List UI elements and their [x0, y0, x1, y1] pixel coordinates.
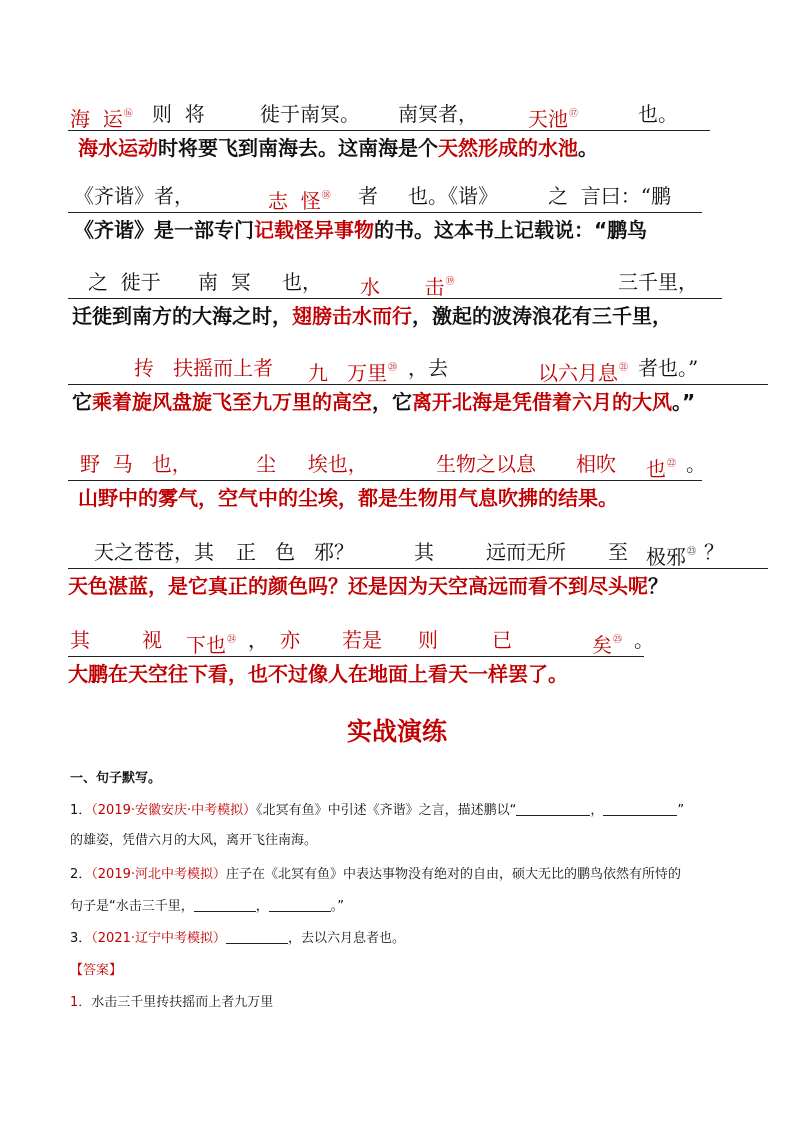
orig-seg: 也，: [282, 270, 322, 294]
underline-rule: [68, 212, 702, 213]
orig-seg: 三千里，: [618, 270, 698, 294]
original-line-5: [68, 450, 768, 481]
orig-seg: 尘 埃也，: [256, 452, 368, 476]
original-line-7: [68, 626, 768, 657]
orig-seg: 其: [414, 540, 434, 564]
footnote-marker: ⑲: [445, 277, 455, 287]
orig-seg: 《齐谐》者，: [74, 184, 194, 208]
underline-rule: [68, 130, 710, 131]
answer-blank[interactable]: [269, 898, 331, 912]
orig-seg: 若是: [342, 628, 382, 652]
underline-rule: [68, 298, 722, 299]
footnote-marker: ㉕: [613, 635, 623, 645]
question-source: （2021·辽宁中考模拟）: [91, 931, 226, 946]
orig-seg: 已: [492, 628, 512, 652]
orig-seg: 生物之以息: [436, 452, 536, 476]
translation-run: 大鹏在天空往下看，也不过像人在地面上看天一样罢了。: [68, 662, 568, 686]
original-line-6: [68, 538, 768, 569]
translation-run: 离开北海是凭借着六月的大风: [412, 390, 672, 414]
orig-seg: 水 击⑲: [360, 275, 455, 299]
orig-seg: 也。: [638, 102, 678, 126]
translation-run: 的书。这本书上记载说：“鹏鸟: [374, 218, 648, 242]
orig-seg: 野 马 也，: [80, 452, 192, 476]
original-line-3: [68, 268, 768, 299]
underline-rule: [68, 384, 768, 385]
translation-run: ？: [648, 574, 668, 598]
translation-line-1: [78, 133, 778, 163]
orig-seg: 南 冥: [198, 270, 251, 294]
orig-seg: 海 运⑯: [70, 107, 133, 131]
translation-run: 《齐谐》是一部专门: [74, 218, 254, 242]
answer-1: 1．水击三千里抟扶摇而上者九万里: [70, 995, 274, 1010]
translation-run: 天然形成的水池: [438, 136, 578, 160]
question-1: 1．（2019·安徽安庆·中考模拟）《北冥有鱼》中引述《齐谐》之言，描述鹏以“ ， ”: [70, 803, 685, 818]
orig-seg: 之 言曰：“鹏: [548, 184, 671, 208]
question-1-line-2: 的雄姿，凭借六月的大风，离开飞往南海。: [70, 833, 318, 848]
underline-rule: [68, 568, 768, 569]
translation-run: 山野中的雾气，空气中的尘埃，都是生物用气息吹拂的结果。: [78, 486, 618, 510]
original-line-4: [68, 354, 768, 385]
translation-line-6: [68, 571, 768, 601]
underline-rule: [68, 656, 644, 657]
question-2-line-2: 句子是“水击三千里， ， 。”: [70, 899, 345, 914]
orig-seg: 则: [418, 628, 438, 652]
orig-seg: 者: [358, 184, 378, 208]
answer-label: 【答案】: [70, 963, 123, 978]
original-line-1: [68, 100, 768, 131]
orig-seg: 其: [70, 628, 90, 652]
underline-rule: [68, 480, 702, 481]
footnote-marker: ⑳: [388, 363, 398, 373]
orig-seg: ，: [248, 628, 268, 652]
orig-seg: 也。《谐》: [408, 184, 498, 208]
translation-line-4: [72, 387, 772, 417]
translation-run: 。: [578, 136, 598, 160]
orig-seg: 亦: [280, 628, 300, 652]
answer-blank[interactable]: [194, 898, 256, 912]
translation-run: 天色湛蓝，是它真正的颜色吗？还是因为天空高远而看不到尽头呢: [68, 574, 648, 598]
question-3: 3．（2021·辽宁中考模拟） ，去以六月息者也。: [70, 931, 406, 946]
footnote-marker: ⑯: [123, 109, 133, 119]
translation-run: 翅膀击水而行: [292, 304, 412, 328]
translation-run: 时将要飞到南海去。这南海是个: [158, 136, 438, 160]
translation-run: ，它: [372, 390, 412, 414]
translation-run: ，激起的波涛浪花有三千里，: [412, 304, 672, 328]
orig-seg: 也$^㉒$: [646, 457, 677, 481]
orig-seg: 至: [608, 540, 628, 564]
translation-run: 迁徙到南方的大海之时，: [72, 304, 292, 328]
orig-seg: 天之苍苍，其: [94, 540, 214, 564]
orig-seg: 志 怪⑱: [268, 189, 331, 213]
orig-seg: ？: [704, 540, 724, 564]
original-line-2: [68, 182, 768, 213]
footnote-marker: ㉓: [687, 547, 697, 557]
translation-line-2: [74, 215, 774, 245]
translation-line-5: [78, 483, 778, 513]
section-heading: 实战演练: [346, 717, 447, 746]
answer-blank[interactable]: [226, 930, 288, 944]
footnote-marker: ⑰: [569, 109, 579, 119]
translation-run: 乘着旋风盘旋飞至九万里的高空: [92, 390, 372, 414]
orig-seg: 。: [634, 628, 654, 652]
question-2: 2．（2019·河北中考模拟）庄子在《北冥有鱼》中表达事物没有绝对的自由，硕大无比的鹏鸟依然有所恃的: [70, 867, 682, 882]
question-source: （2019·安徽安庆·中考模拟）: [91, 803, 257, 818]
orig-seg: 极邪$^㉓$: [646, 545, 697, 569]
orig-seg: 则 将: [152, 102, 205, 126]
orig-seg: 以六月息$^㉑$: [538, 361, 629, 385]
footnote-marker: ㉔: [227, 635, 237, 645]
orig-seg: 相吹: [576, 452, 616, 476]
orig-seg: 远而无所: [486, 540, 566, 564]
orig-seg: ，去: [408, 356, 448, 380]
orig-seg: 视: [142, 628, 162, 652]
footnote-marker: ⑱: [321, 191, 331, 201]
orig-seg: 者也。”: [638, 356, 699, 380]
question-source: （2019·河北中考模拟）: [91, 867, 226, 882]
orig-seg: 正 色: [236, 540, 296, 564]
exercise-section-title: 一、句子默写。: [70, 771, 162, 786]
orig-seg: 邪？: [314, 540, 354, 564]
translation-run: 海水运动: [78, 136, 158, 160]
translation-line-7: [68, 659, 768, 689]
answer-blank[interactable]: [603, 802, 677, 816]
orig-seg: 徙于南冥。: [260, 102, 360, 126]
orig-seg: 天池⑰: [528, 107, 579, 131]
orig-seg: 抟 扶摇而上者: [134, 356, 274, 380]
orig-seg: 下也$^㉔$: [186, 633, 237, 657]
footnote-marker: ㉑: [619, 363, 629, 373]
footnote-marker: ㉒: [667, 459, 677, 469]
translation-run: 记载怪异事物: [254, 218, 374, 242]
translation-run: 它: [72, 390, 92, 414]
orig-seg: 矣$^㉕$: [592, 633, 623, 657]
orig-seg: 之 徙于: [88, 270, 161, 294]
orig-seg: 九 万里⑳: [308, 361, 398, 385]
orig-seg: 。: [686, 452, 706, 476]
orig-seg: 南冥者，: [398, 102, 478, 126]
translation-line-3: [72, 301, 772, 331]
answer-blank[interactable]: [516, 802, 590, 816]
translation-run: 。”: [672, 390, 696, 414]
